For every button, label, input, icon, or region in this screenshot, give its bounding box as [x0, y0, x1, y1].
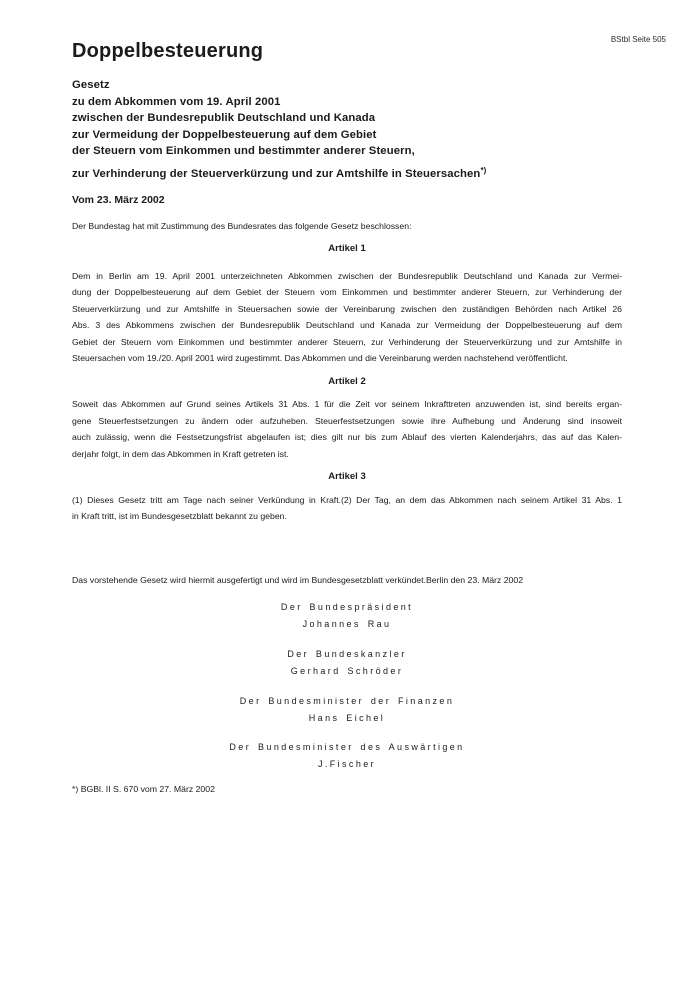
- signature-name: Gerhard Schröder: [290, 665, 404, 676]
- law-title-block: [72, 77, 622, 182]
- law-date-line: Vom 23. März 2002: [72, 194, 165, 206]
- signature-name: Hans Eichel: [308, 712, 386, 723]
- paragraph-line: dung der Doppelbesteuerung auf dem Gebiet der Steuern vom Einkommen und bestimmter anderer Steuern, zur Verhinderung der: [72, 287, 622, 297]
- law-title-line: zu dem Abkommen vom 19. April 2001: [72, 95, 281, 108]
- page-corner-label: BStbl Seite 505: [610, 35, 666, 44]
- closing-line: Das vorstehende Gesetz wird hiermit ausgefertigt und wird im Bundesgesetzblatt verkündet.Berlin den 23. März 2002: [72, 574, 524, 585]
- law-title-line: zur Vermeidung der Doppelbesteuerung auf dem Gebiet: [72, 128, 377, 141]
- paragraph-line: Dem in Berlin am 19. April 2001 unterzeichneten Abkommen zwischen der Bundesrepublik Deutschland und Kanada zur Vermei-: [72, 270, 622, 281]
- paragraph-line: (1) Dieses Gesetz tritt am Tage nach seiner Verkündung in Kraft.(2) Der Tag, an dem das Abkommen nach seinem Artikel 31 Abs. 1: [72, 494, 622, 505]
- article-paragraph: [72, 396, 622, 462]
- signature-block: [72, 739, 622, 772]
- paragraph-line: derjahr folgt, in dem das Abkommen in Kraft getreten ist.: [72, 448, 289, 459]
- paragraph-line: gene Steuerfestsetzungen zu ändern oder aufzuheben. Steuerfestsetzungen sowie ihre Aufhebung und Änderung sind insoweit: [72, 415, 622, 426]
- footnote-line: *) BGBl. II S. 670 vom 27. März 2002: [72, 784, 215, 794]
- signature-name: J.Fischer: [317, 758, 377, 769]
- article-heading: Artikel 1: [328, 243, 366, 254]
- article-paragraph: [72, 268, 622, 367]
- signature-block: [72, 693, 622, 726]
- article-heading: Artikel 3: [328, 471, 366, 482]
- law-title-line-text: zur Verhinderung der Steuerverkürzung und zur Amtshilfe in Steuersachen: [72, 167, 481, 180]
- paragraph-line: Soweit das Abkommen auf Grund seines Artikels 31 Abs. 1 für die Zeit vor seinem Inkrafttreten anzuwenden ist, sind bereits ergan-: [72, 399, 622, 409]
- signature-office: Der Bundespräsident: [280, 602, 414, 612]
- paragraph-line: in Kraft tritt, ist im Bundesgesetzblatt bekannt zu geben.: [72, 511, 287, 521]
- signature-name: Johannes Rau: [302, 618, 392, 629]
- page-title: Doppelbesteuerung: [72, 40, 264, 62]
- signature-block: [72, 646, 622, 679]
- paragraph-line: Steuersachen vom 19./20. April 2001 wird zugestimmt. Das Abkommen und die Vereinbarung werden nachstehend veröffentlicht.: [72, 353, 568, 363]
- law-title-line: [72, 163, 622, 183]
- article-paragraph: [72, 492, 622, 525]
- intro-line: Der Bundestag hat mit Zustimmung des Bundesrates das folgende Gesetz beschlossen:: [72, 220, 412, 231]
- signature-office: Der Bundeskanzler: [287, 649, 407, 659]
- signature-office: Der Bundesminister der Finanzen: [239, 696, 455, 706]
- article-heading: Artikel 2: [328, 375, 366, 387]
- law-title-line: zwischen der Bundesrepublik Deutschland und Kanada: [72, 112, 376, 124]
- paragraph-line: Gebiet der Steuern vom Einkommen und bestimmter anderer Steuern, zur Verhinderung der Steuerverkürzung und zur Amtshilfe in: [72, 336, 622, 347]
- footnote-marker: *): [480, 165, 487, 175]
- paragraph-line: Abs. 3 des Abkommens zwischen der Bundesrepublik Deutschland und Kanada zur Vermeidung der Doppelbesteuerung auf dem: [72, 320, 622, 330]
- signature-block: [72, 599, 622, 632]
- law-title-line: Gesetz: [72, 79, 110, 91]
- article-section-1: [72, 241, 622, 367]
- law-title-line: der Steuern vom Einkommen und bestimmter anderer Steuern,: [72, 145, 415, 157]
- paragraph-line: auch zulässig, wenn die Festsetzungsfrist abgelaufen ist; dies gilt nur bis zum Ablauf des vierten Kalenderjahrs, das auf das Kalen-: [72, 432, 622, 442]
- paragraph-line: Steuerverkürzung und zur Amtshilfe in Steuersachen sowie der Vereinbarung zwischen den zuständigen Behörden nach Artikel 26: [72, 303, 622, 314]
- article-section-2: [72, 374, 622, 463]
- article-section-3: [72, 469, 622, 525]
- signature-office: Der Bundesminister des Auswärtigen: [229, 742, 465, 752]
